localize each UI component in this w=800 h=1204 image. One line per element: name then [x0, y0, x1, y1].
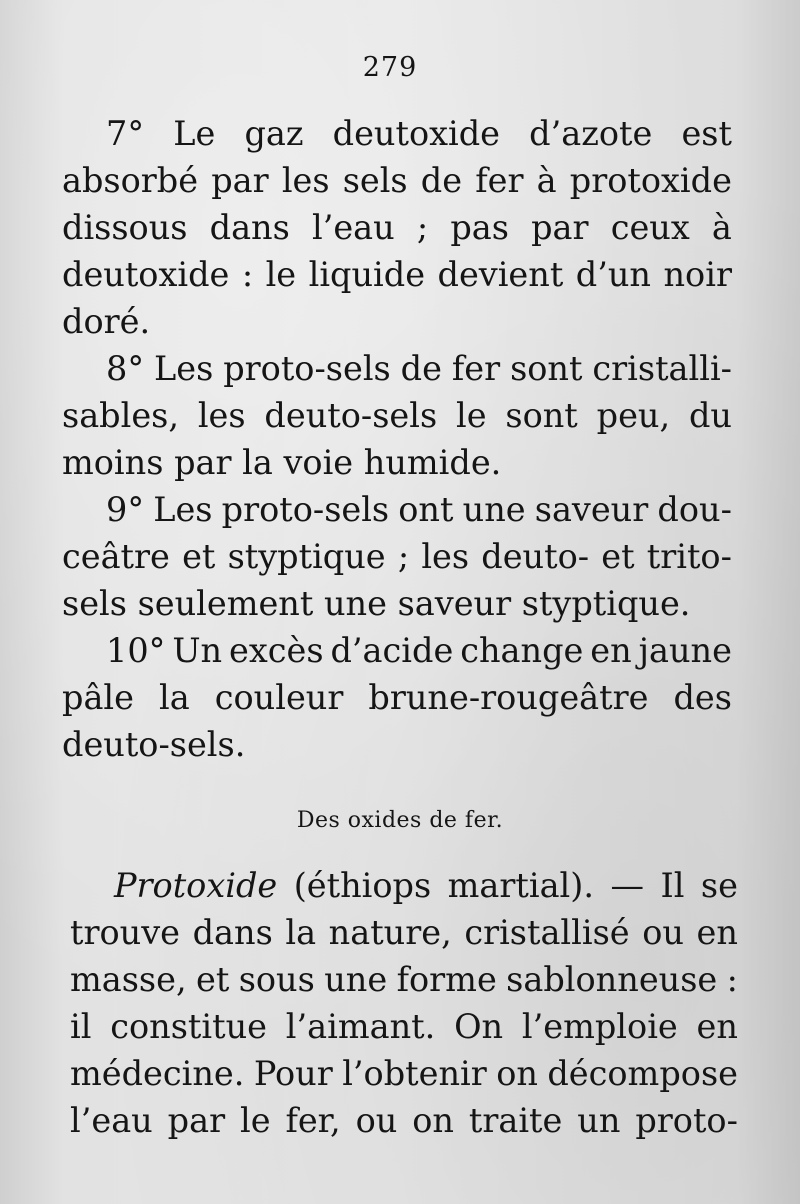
- section-text: [70, 862, 738, 1144]
- section-first-line: Protoxide (éthiops martial). — Il se: [70, 862, 738, 909]
- text-line: médecine. Pour l’obtenir on décompose: [70, 1054, 738, 1093]
- text-line: 9° Les proto-sels ont une saveur dou-: [106, 490, 732, 529]
- text-line: moins par la voie humide.: [62, 443, 502, 482]
- text-line: sables, les deuto-sels le sont peu, du: [62, 396, 732, 435]
- text-line: l’eau par le fer, ou on traite un proto-: [70, 1101, 738, 1140]
- text-line: ceâtre et styptique ; les deuto- et trito-: [62, 537, 732, 576]
- text-line: il constitue l’aimant. On l’emploie en: [70, 1007, 738, 1046]
- text-line: 10° Un excès d’acide change en jaune: [106, 631, 732, 670]
- text-line: 7° Le gaz deutoxide d’azote est: [106, 114, 732, 153]
- section-heading: Des oxides de fer.: [296, 808, 504, 833]
- text-line: pâle la couleur brune-rougeâtre des: [62, 678, 732, 717]
- paragraph-7: [62, 110, 732, 345]
- text-line: deutoxide : le liquide devient d’un noir: [62, 255, 732, 294]
- page-number: 279: [362, 52, 418, 83]
- text-line: trouve dans la nature, cristallisé ou en: [70, 913, 738, 952]
- text-line: sels seulement une saveur styptique.: [62, 584, 691, 623]
- paragraph-10: [62, 627, 732, 768]
- text-line: doré.: [62, 302, 151, 341]
- text-line: 8° Les proto-sels de fer sont cristalli-: [106, 349, 732, 388]
- text-line: dissous dans l’eau ; pas par ceux à: [62, 208, 732, 247]
- text-line: deuto-sels.: [62, 725, 246, 764]
- text-line: absorbé par les sels de fer à protoxide: [62, 161, 732, 200]
- italic-term: Protoxide: [114, 866, 278, 905]
- text-line: masse, et sous une forme sablonneuse :: [70, 960, 738, 999]
- paragraph-9: [62, 486, 732, 627]
- paragraph-8: [62, 345, 732, 486]
- main-text: [62, 110, 732, 768]
